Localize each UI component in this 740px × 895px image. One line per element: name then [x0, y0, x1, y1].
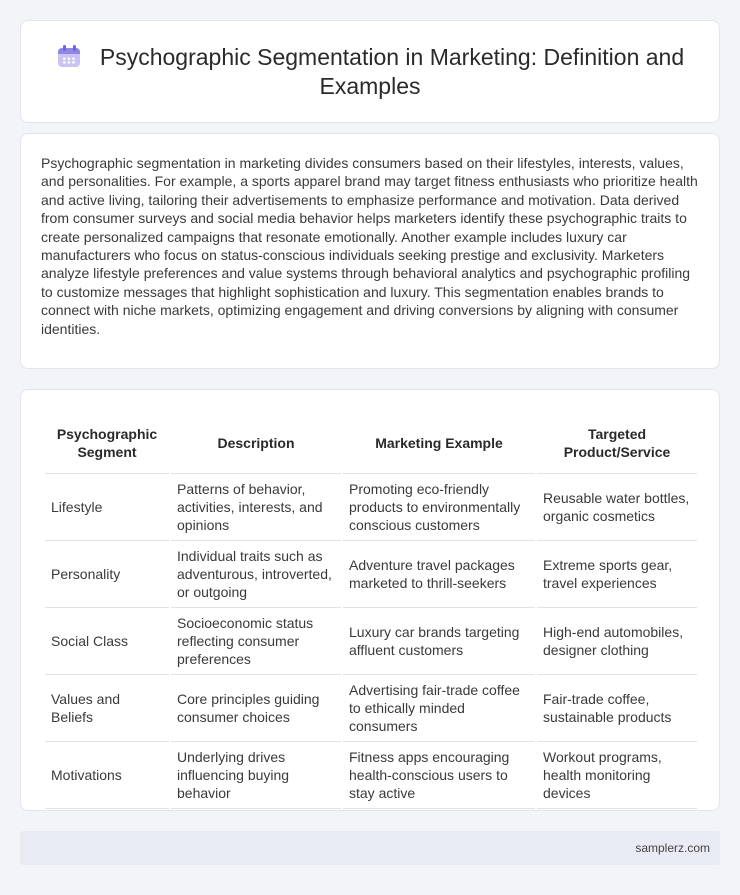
calendar-icon — [56, 44, 82, 68]
column-header-product: Targeted Product/Service — [537, 412, 697, 474]
page-title — [50, 43, 690, 101]
cell-segment: Personality — [45, 541, 169, 608]
column-header-segment: Psychographic Segment — [45, 412, 169, 474]
title-card — [20, 20, 720, 123]
table-row — [45, 541, 697, 608]
cell-segment: Social Class — [45, 608, 169, 675]
footer-site-link[interactable]: samplerz.com — [635, 841, 710, 855]
table-row — [45, 474, 697, 541]
table-row — [45, 675, 697, 742]
cell-product: Extreme sports gear, travel experiences — [537, 541, 697, 608]
column-header-description: Description — [171, 412, 341, 474]
table-card — [20, 389, 720, 811]
cell-example: Fitness apps encouraging health-conscious users to stay active — [343, 742, 535, 809]
cell-example: Luxury car brands targeting affluent customers — [343, 608, 535, 675]
cell-product: Workout programs, health monitoring devices — [537, 742, 697, 809]
cell-example: Adventure travel packages marketed to thrill-seekers — [343, 541, 535, 608]
intro-paragraph: Psychographic segmentation in marketing divides consumers based on their lifestyles, interests, values, and personalities. For example, a sports apparel brand may target fitness enthusiasts who prioritize health and active living, tailoring their advertisements to emphasize performance and motivation. Data derived from consumer surveys and social media behavior helps marketers identify these psychographic traits to create personalized campaigns that resonate emotionally. Another example includes luxury car manufacturers who focus on status-conscious individuals seeking prestige and exclusivity. Marketers analyze lifestyle preferences and value systems through behavioral analytics and psychographic profiling to customize messages that highlight sophistication and luxury. This segmentation enables brands to connect with niche markets, optimizing engagement and driving conversions by aligning with consumer identities. — [41, 155, 698, 337]
cell-example: Advertising fair-trade coffee to ethically minded consumers — [343, 675, 535, 742]
column-header-example: Marketing Example — [343, 412, 535, 474]
cell-description: Individual traits such as adventurous, introverted, or outgoing — [171, 541, 341, 608]
page-title-text: Psychographic Segmentation in Marketing: Definition and Examples — [99, 43, 685, 99]
table-header-row — [45, 412, 697, 474]
cell-product: Reusable water bottles, organic cosmetics — [537, 474, 697, 541]
cell-segment: Motivations — [45, 742, 169, 809]
cell-description: Core principles guiding consumer choices — [171, 675, 341, 742]
title-wrap — [50, 43, 690, 101]
cell-segment: Lifestyle — [45, 474, 169, 541]
cell-product: Fair-trade coffee, sustainable products — [537, 675, 697, 742]
intro-card — [20, 133, 720, 369]
table-row — [45, 608, 697, 675]
cell-example: Promoting eco-friendly products to environmentally conscious customers — [343, 474, 535, 541]
cell-description: Patterns of behavior, activities, interests, and opinions — [171, 474, 341, 541]
segmentation-table — [43, 412, 699, 809]
cell-description: Socioeconomic status reflecting consumer preferences — [171, 608, 341, 675]
cell-product: High-end automobiles, designer clothing — [537, 608, 697, 675]
cell-description: Underlying drives influencing buying behavior — [171, 742, 341, 809]
cell-segment: Values and Beliefs — [45, 675, 169, 742]
footer — [20, 831, 720, 865]
table-row — [45, 742, 697, 809]
